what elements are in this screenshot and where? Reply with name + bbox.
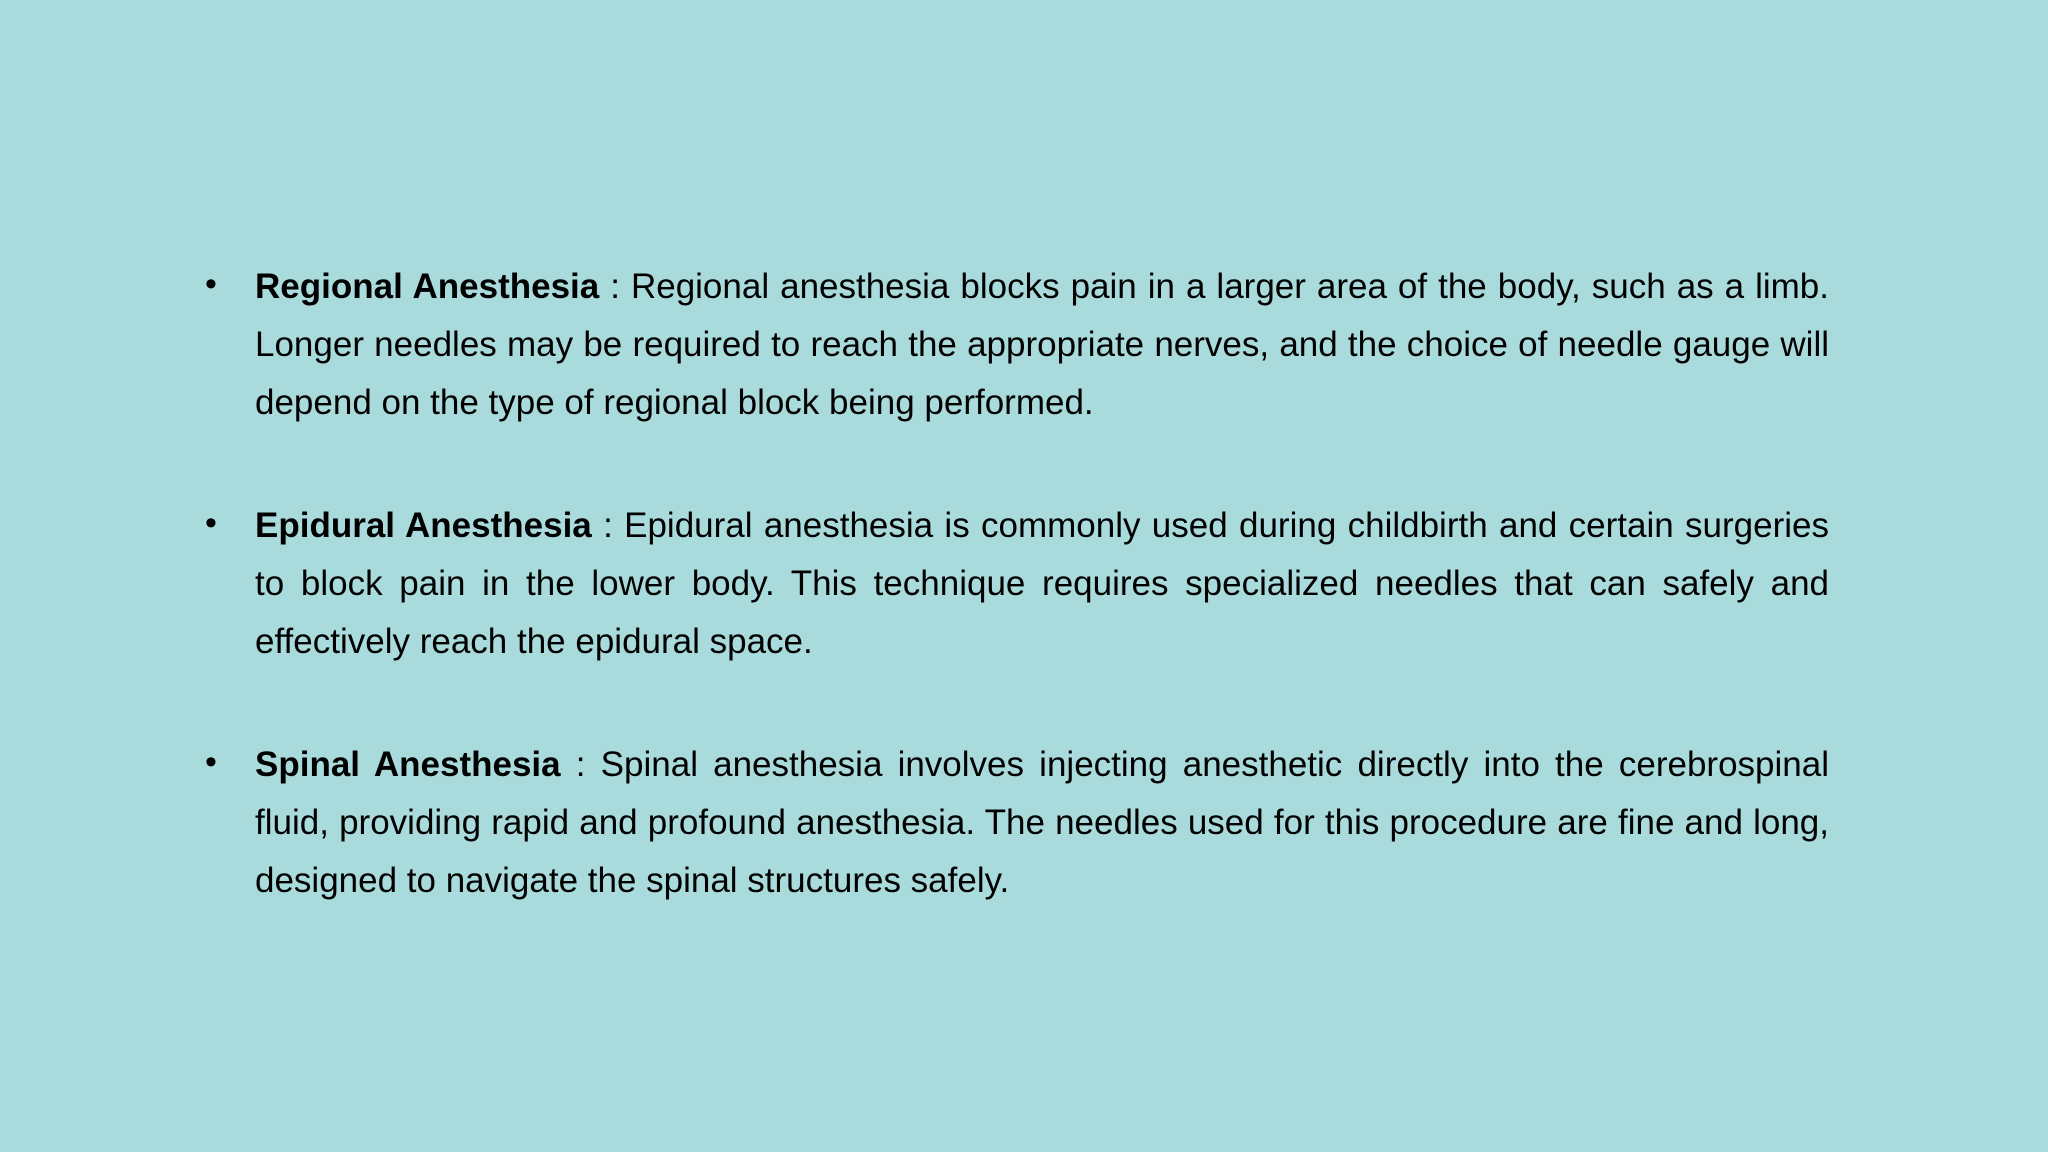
bullet-term: Spinal Anesthesia	[255, 745, 561, 784]
bullet-icon: •	[205, 265, 217, 303]
bullet-separator: :	[591, 506, 625, 545]
bullet-icon: •	[205, 504, 217, 542]
bullet-item-epidural-anesthesia	[205, 497, 1829, 671]
bullet-term: Epidural Anesthesia	[255, 506, 592, 545]
bullet-term: Regional Anesthesia	[255, 267, 600, 306]
bullet-item-spinal-anesthesia	[205, 736, 1829, 910]
bullet-text: Epidural anesthesia is commonly used during childbirth and certain surgeries to block pain in the lower body. This technique requires specialized needles that can safely and effectively reach the epidural space.	[255, 506, 1829, 661]
bullet-separator: :	[560, 745, 601, 784]
bullet-text: Spinal anesthesia involves injecting anesthetic directly into the cerebrospinal fluid, providing rapid and profound anesthesia. The needles used for this procedure are fine and long, designed to navigate the spinal structures safely.	[255, 745, 1829, 900]
bullet-item-regional-anesthesia	[205, 258, 1829, 432]
bullet-icon: •	[205, 743, 217, 781]
bullet-separator: :	[599, 267, 631, 306]
bullet-text: Regional anesthesia blocks pain in a larger area of the body, such as a limb. Longer needles may be required to reach the appropriate nerves, and the choice of needle gauge will depend on the type of regional block being performed.	[255, 267, 1829, 422]
bullet-list	[205, 258, 1829, 910]
